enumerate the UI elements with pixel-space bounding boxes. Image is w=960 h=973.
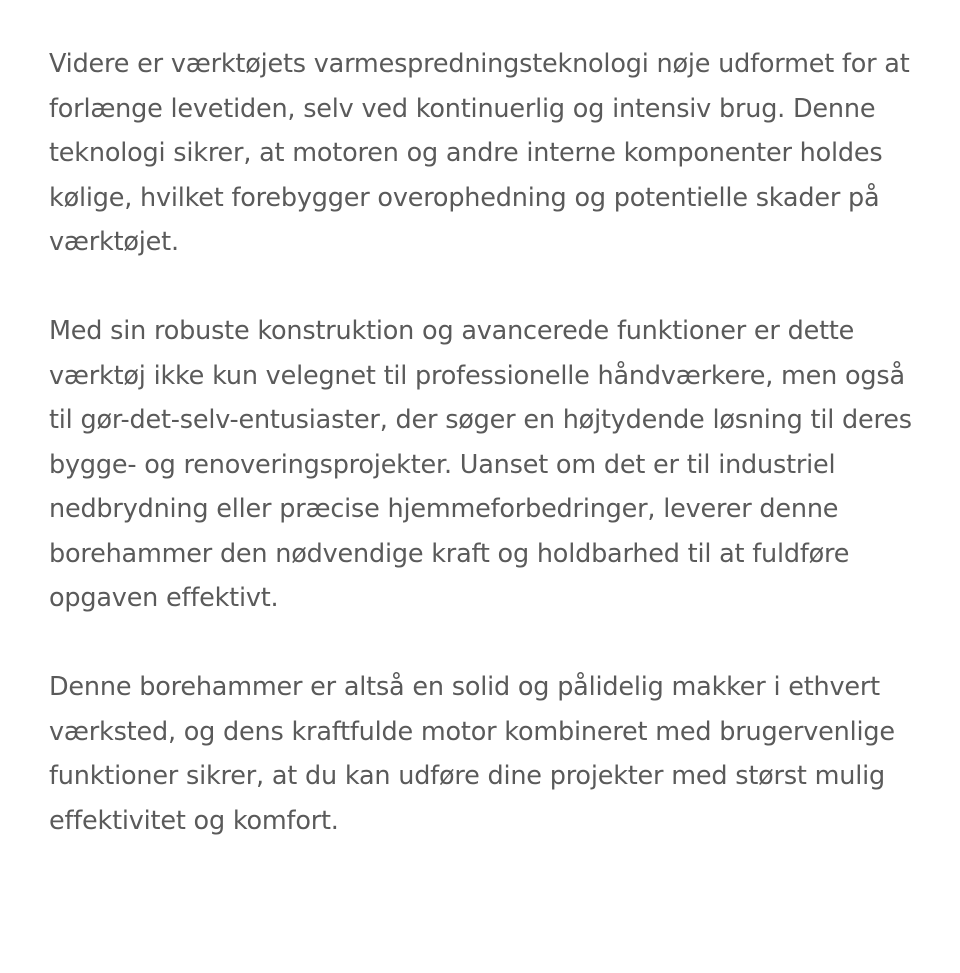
paragraph-summary: Denne borehammer er altså en solid og pålidelig makker i ethvert værksted, og dens kraftfulde motor kombineret med brugervenlige funktioner sikrer, at du kan udføre dine projekter med størst mulig effektivitet og komfort. bbox=[49, 672, 895, 836]
paragraph-heat-dissipation: Videre er værktøjets varmespredningsteknologi nøje udformet for at forlænge levetiden, selv ved kontinuerlig og intensiv brug. Denne teknologi sikrer, at motoren og andre interne komponenter holdes kølige, hvilket forebygger overophedning og potentielle skader på værktøjet. bbox=[49, 49, 910, 257]
article-body bbox=[49, 42, 915, 888]
paragraph-construction: Med sin robuste konstruktion og avancerede funktioner er dette værktøj ikke kun velegnet til professionelle håndværkere, men også til gør-det-selv-entusiaster, der søger en højtydende løsning til deres bygge- og renoveringsprojekter. Uanset om det er til industriel nedbrydning eller præcise hjemmeforbedringer, leverer denne borehammer den nødvendige kraft og holdbarhed til at fuldføre opgaven effektivt. bbox=[49, 316, 912, 613]
